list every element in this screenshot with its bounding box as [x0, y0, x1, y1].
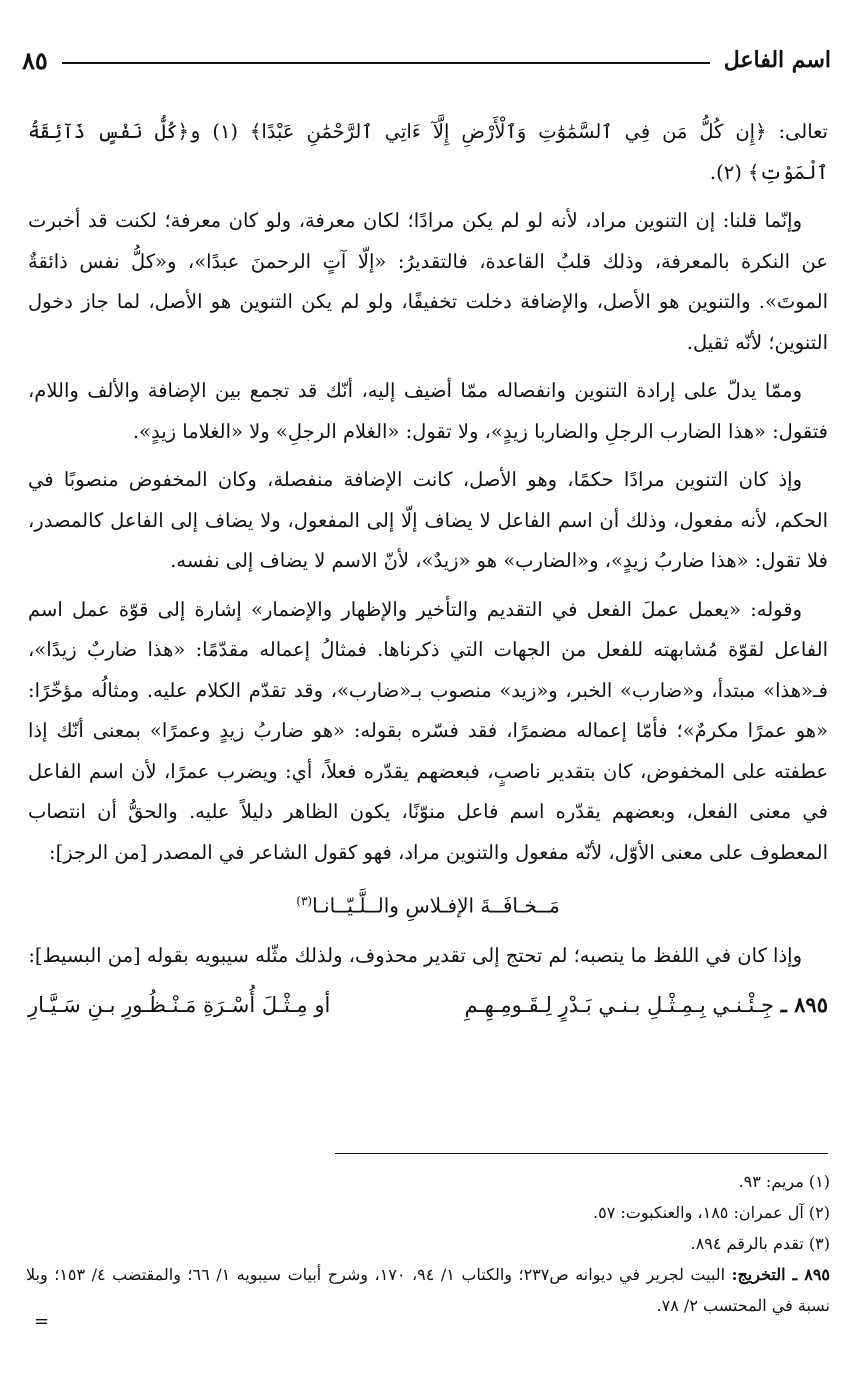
poem-number: ٨٩٥ ـ: [780, 991, 828, 1017]
header-rule: [62, 62, 710, 64]
rajaz-verse: [28, 881, 828, 926]
paragraph: وإنّما قلنا: إن التنوين مراد، لأنه لو لم يكن مرادًا؛ لكان معرفة، ولو كان معرفة؛ لكنت قد أخبرت عن النكرة بالمعرفة، وذلك قلبُ القاعدة، فالتقديرُ: «إلّا آتٍ الرحمنَ عبدًا»، و«كلُّ نفس ذائقةٌ الموتَ». والتنوين هو الأصل، والإضافة دخلت تخفيفًا، ولو لم يكن التنوين هو الأصل، لما جاز دخول التنوين؛ لأنّه ثقيل.: [28, 209, 828, 354]
takhrij-footnote: [26, 1259, 830, 1321]
paragraph: وإذا كان في اللفظ ما ينصبه؛ لم تحتج إلى تقدير محذوف، ولذلك مثّله سيبويه بقوله [من البسيط]:: [28, 944, 802, 968]
footnotes: [26, 1166, 830, 1321]
verse-text: مَــخـافَــةَ الإفـلاسِ والــلَّـيّــانـا: [312, 893, 560, 918]
footnote: (٢) آل عمران: ١٨٥، والعنكبوت: ٥٧.: [593, 1203, 830, 1222]
paragraph: وقوله: «يعمل عملَ الفعل في التقديم والتأخير والإظهار والإضمار» إشارة إلى قوّة عمل اسم الفاعل لقوّة مُشابهته للفعل من الجهات التي ذكرناها. فمثالُ إعماله مقدّمًا: «هذا ضاربٌ زيدًا»، فـ«هذا» مبتدأ، و«ضارب» الخبر، و«زيد» منصوب بـ«ضارب»، وقد تقدّم الكلام عليه. ومثالُه مؤخّرًا: «هو عمرًا مكرمٌ»؛ فأمّا إعماله مضمرًا، فقد فسّره بقوله: «هو ضاربُ زيدٍ وعمرًا» بمعنى أنّك إذا عطفته على المخفوض، كان بتقدير ناصبٍ، فبعضهم يقدّره فعلاً، أي: ويضرب عمرًا، لأن اسم الفاعل في معنى الفعل، وبعضهم يقدّره اسم فاعل منوّنًا، يكون الظاهر دليلاً عليه. والحقُّ أن انتصاب المعطوف على معنى الأوّل، لأنّه مفعول والتنوين مراد، فهو كقول الشاعر في المصدر [من الرجز]:: [28, 597, 828, 864]
running-title: اسم الفاعل: [723, 47, 831, 73]
hemistich-text: جِـئْـنـي بِـمِـثْـلِ بـنـي بَـدْرٍ لِـقَـومِـهِـمِ: [464, 992, 774, 1017]
margin-mark: =: [34, 1311, 50, 1332]
footnote: (٣) تقدم بالرقم ٨٩٤.: [690, 1234, 830, 1253]
paragraph: وإذ كان التنوين مرادًا حكمًا، وهو الأصل، كانت الإضافة منفصلة، وكان المخفوض منصوبًا في الحكم، لأنه مفعول، وذلك أن اسم الفاعل لا يضاف إلّا إلى المفعول، ولا يضاف إلى الفاعل كالمصدر، فلا تقول: «هذا ضاربُ زيدٍ»، و«الضارب» هو «زيدٌ»، لأنّ الاسم لا يضاف إلى نفسه.: [28, 468, 828, 572]
paragraph: تعالى: ﴿إِن كُلُّ مَن فِي ٱلسَّمَٰوَٰتِ وَٱلْأَرْضِ إِلَّآ ءَاتِي ٱلرَّحْمَٰنِ عَبْدًا﴾ (١) و﴿كُلُّ نَفْسٍ ذَآئِقَةُ ٱلْمَوْتِ﴾ (٢).: [28, 120, 828, 184]
takhrij-text: البيت لجرير في ديوانه ص٢٣٧؛ والكتاب ١/ ٩٤، ١٧٠، وشرح أبيات سيبويه ١/ ٦٦؛ والمقتضب ٤/ ١٥٣؛ وبلا نسبة في المحتسب ٢/ ٧٨.: [26, 1265, 830, 1315]
poem-line: [28, 985, 828, 1025]
footnote: (١) مريم: ٩٣.: [738, 1172, 830, 1191]
footnote-separator: [335, 1153, 828, 1154]
takhrij-label: ٨٩٥ ـ التخريج:: [731, 1265, 831, 1284]
page-header: [22, 38, 831, 82]
main-text: [28, 112, 828, 1025]
verse-footnote-ref: (٣): [296, 894, 313, 908]
poem-second-hemistich: أو مِـثْـلَ أُسْـرَةِ مَـنْـظُـورِ بـنِ سَـيَّـارِ: [28, 992, 331, 1017]
paragraph: وممّا يدلّ على إرادة التنوين وانفصاله ممّا أضيف إليه، أنّك قد تجمع بين الإضافة والألف واللام، فتقول: «هذا الضارب الرجلِ والضاربا زيدٍ»، ولا تقول: «الغلام الرجلِ» ولا «الغلاما زيدٍ».: [28, 379, 828, 443]
poem-first-hemistich: [464, 985, 828, 1025]
page-number: ٨٥: [22, 45, 48, 75]
